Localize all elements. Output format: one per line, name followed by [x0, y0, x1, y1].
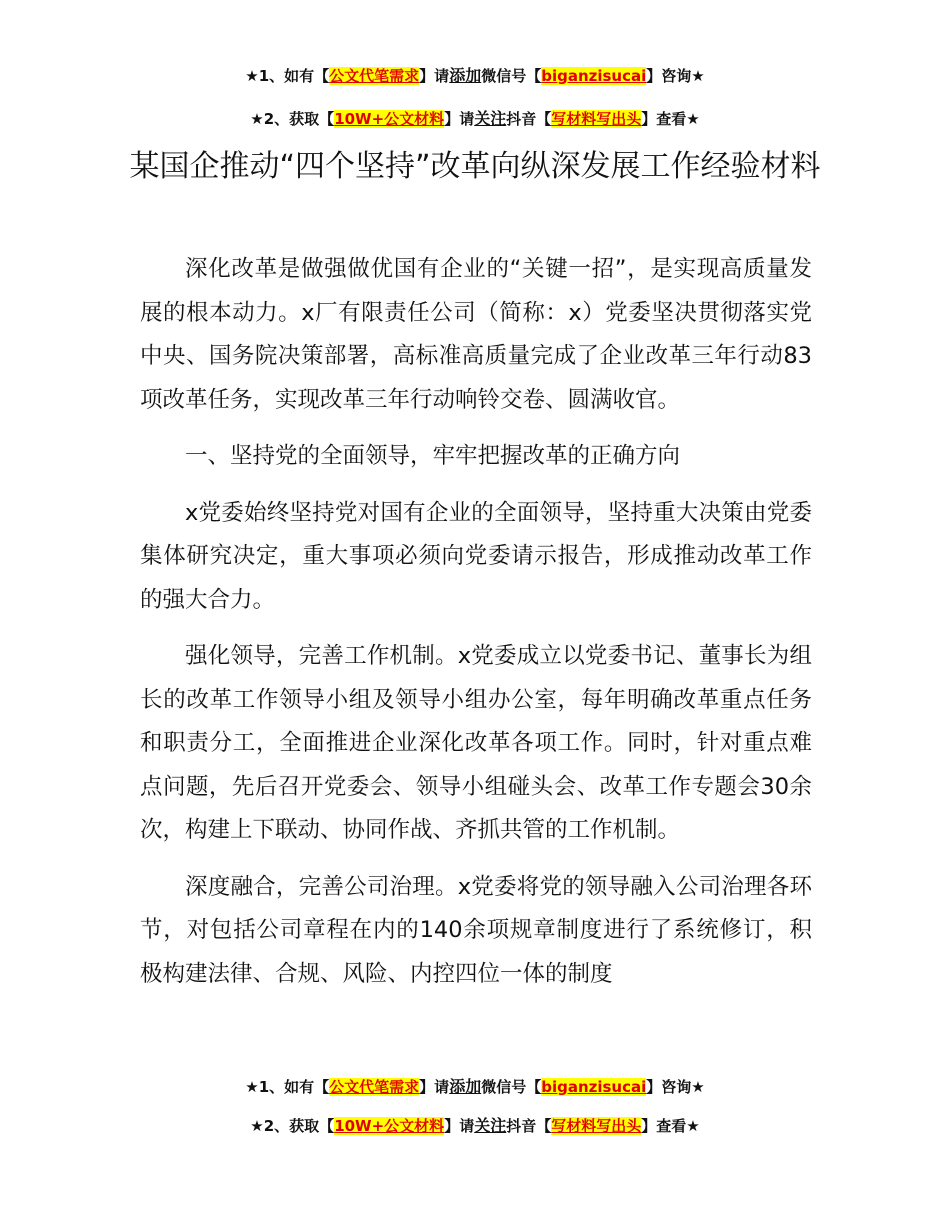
promo-banner-bottom	[0, 1077, 950, 1136]
promo-highlight: 写材料写出头	[551, 1117, 642, 1135]
promo-highlight: 公文代笔需求	[329, 1078, 420, 1096]
promo-text: 】咨询★	[646, 1078, 705, 1096]
promo-line-1	[0, 66, 950, 86]
document-body	[140, 248, 812, 1009]
promo-text: ★2、获取【	[250, 1117, 335, 1135]
promo-keyword: 添加	[449, 1077, 482, 1096]
section-heading: 一、坚持党的全面领导，牢牢把握改革的正确方向	[185, 443, 681, 469]
promo-text: 抖音【	[506, 110, 552, 128]
paragraph-intro: 深化改革是做强做优国有企业的“关键一招”，是实现高质量发展的根本动力。x厂有限责任公司（简称：x）党委坚决贯彻落实党中央、国务院决策部署，高标准高质量完成了企业改革三年行动83项改革任务，实现改革三年行动响铃交卷、圆满收官。	[140, 256, 812, 413]
paragraph: 强化领导，完善工作机制。x党委成立以党委书记、董事长为组长的改革工作领导小组及领导小组办公室，每年明确改革重点任务和职责分工，全面推进企业深化改革各项工作。同时，针对重点难点问题，先后召开党委会、领导小组碰头会、改革工作专题会30余次，构建上下联动、协同作战、齐抓共管的工作机制。	[140, 643, 812, 843]
promo-highlight: 10W+公文材料	[334, 1117, 445, 1135]
promo-line-2	[0, 109, 950, 129]
promo-highlight: 写材料写出头	[551, 110, 642, 128]
promo-text: 微信号【	[481, 1078, 542, 1096]
promo-text: ★1、如有【	[245, 1078, 330, 1096]
promo-text: ★2、获取【	[250, 110, 335, 128]
promo-highlight: 公文代笔需求	[329, 67, 420, 85]
promo-text: ★1、如有【	[245, 67, 330, 85]
paragraph: x党委始终坚持党对国有企业的全面领导，坚持重大决策由党委集体研究决定，重大事项必须向党委请示报告，形成推动改革工作的强大合力。	[140, 499, 812, 613]
promo-keyword: 关注	[474, 109, 507, 128]
promo-line-2	[0, 1116, 950, 1136]
promo-line-1	[0, 1077, 950, 1097]
promo-keyword: 添加	[449, 66, 482, 85]
paragraph: 深度融合，完善公司治理。x党委将党的领导融入公司治理各环节，对包括公司章程在内的140余项规章制度进行了系统修订，积极构建法律、合规、风险、内控四位一体的制度	[140, 873, 812, 987]
promo-text: 抖音【	[506, 1117, 552, 1135]
promo-text: 】查看★	[641, 110, 700, 128]
promo-highlight: 10W+公文材料	[334, 110, 445, 128]
promo-banner-top	[0, 66, 950, 129]
promo-text: 】查看★	[641, 1117, 700, 1135]
promo-highlight: biganzisucai	[541, 1078, 647, 1096]
promo-keyword: 关注	[474, 1116, 507, 1135]
promo-text: 】请	[419, 67, 450, 85]
document-title: 某国企推动“四个坚持”改革向纵深发展工作经验材料	[129, 149, 821, 184]
promo-text: 微信号【	[481, 67, 542, 85]
promo-text: 】咨询★	[646, 67, 705, 85]
promo-text: 】请	[444, 110, 475, 128]
promo-text: 】请	[444, 1117, 475, 1135]
promo-text: 】请	[419, 1078, 450, 1096]
promo-highlight: biganzisucai	[541, 67, 647, 85]
